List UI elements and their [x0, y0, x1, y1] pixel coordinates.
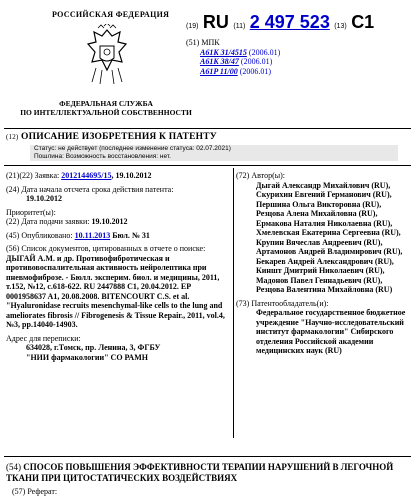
document-title-text: ОПИСАНИЕ ИЗОБРЕТЕНИЯ К ПАТЕНТУ [21, 132, 217, 142]
author-name: Першина Ольга Викторовна (RU), [256, 199, 382, 209]
divider [4, 165, 411, 166]
code-24: (24) [6, 184, 20, 194]
code-11: (11) [233, 23, 246, 30]
invention-title [6, 462, 410, 484]
status-line: Статус: не действует (последнее изменение статуса: 02.07.2021) [34, 145, 231, 152]
application-number-link[interactable]: 2012144695/15 [61, 171, 112, 180]
ipc-item [186, 48, 280, 58]
author-name: Бекарев Андрей Александрович (RU), [256, 256, 394, 266]
author-name: Ермакова Наталия Николаевна (RU), [256, 218, 393, 228]
code-21-22: (21)(22) [6, 171, 33, 180]
left-column [6, 171, 232, 362]
correspondence-label: Адрес для переписки: [6, 333, 81, 343]
author-name: Киншт Дмитрий Николаевич (RU), [256, 266, 385, 275]
filing-date: 19.10.2012 [91, 217, 128, 226]
author-name: Резцова Алена Михайловна (RU), [256, 209, 378, 218]
citations-intro: Список документов, цитированных в отчете о поиске: [21, 244, 206, 253]
country-name: РОССИЙСКАЯ ФЕДЕРАЦИЯ [52, 10, 170, 19]
term-start-label: Дата начала отсчета срока действия патента: [21, 184, 174, 194]
patentee-row [236, 299, 412, 356]
document-title [6, 132, 217, 142]
correspondence-organization: "НИИ фармакологии" СО РАМН [26, 352, 148, 362]
country-code: RU [202, 12, 229, 32]
ipc-label: (51) МПК [186, 38, 220, 47]
code-72: (72) [236, 171, 250, 180]
column-divider [233, 168, 234, 438]
divider [4, 456, 411, 457]
application-label: Заявка: [34, 171, 60, 180]
bulletin-number: Бюл. № 31 [112, 230, 150, 240]
correspondence-row [6, 334, 232, 363]
code-12: (12) [6, 133, 19, 141]
divider [4, 128, 411, 129]
author-name: Скурихин Евгений Германович (RU), [256, 190, 392, 199]
priority-label: Приоритет(ы): [6, 207, 56, 217]
term-start-row [6, 185, 232, 204]
invention-title-text: СПОСОБ ПОВЫШЕНИЯ ЭФФЕКТИВНОСТИ ТЕРАПИИ НАРУШЕНИЙ В ЛЕГОЧНОЙ ТКАНИ ПРИ ЦИТОСТАТИЧЕСКИХ ВОЗДЕЙСТВИЯХ [6, 462, 394, 483]
agency-line-1: ФЕДЕРАЛЬНАЯ СЛУЖБА [59, 99, 153, 108]
ipc-version: (2006.01) [240, 57, 273, 66]
patent-number-link[interactable]: 2 497 523 [249, 12, 330, 32]
code-19: (19) [186, 23, 199, 30]
ipc-version: (2006.01) [239, 66, 272, 76]
right-column [236, 171, 412, 356]
fee-line: Пошлина: Возможность восстановления: нет. [34, 153, 171, 160]
ipc-block [186, 38, 280, 76]
ipc-item [186, 67, 280, 77]
application-row [6, 171, 232, 181]
citations-row [6, 244, 232, 330]
published-row [6, 231, 232, 241]
ipc-item [186, 57, 280, 67]
author-name: Артамонов Андрей Владимирович (RU), [256, 247, 403, 256]
author-name: Дыгай Александр Михайлович (RU), [256, 180, 391, 190]
authors-label: Автор(ы): [251, 171, 285, 180]
kind-code: C1 [351, 12, 375, 32]
code-56: (56) [6, 244, 20, 253]
status-box [30, 145, 398, 161]
patentee-text: Федеральное государственное бюджетное учреждение "Научно-исследовательский институт фармакологии" Сибирского отделения Российской академии медицинских наук (RU) [256, 308, 406, 355]
application-date: , 19.10.2012 [111, 171, 152, 180]
agency-name [4, 99, 208, 117]
abstract-label: Реферат: [27, 487, 58, 496]
ipc-code-link[interactable]: A61P 11/00 [200, 66, 238, 76]
code-13: (13) [334, 23, 347, 30]
agency-line-2: ПО ИНТЕЛЛЕКТУАЛЬНОЙ СОБСТВЕННОСТИ [20, 108, 192, 117]
published-date-link[interactable]: 10.11.2013 [74, 230, 111, 240]
ipc-code-link[interactable]: A61K 38/47 [200, 57, 239, 66]
correspondence-address: 634028, г.Томск, пр. Ленина, 3, ФГБУ [26, 343, 161, 352]
ipc-code-link[interactable]: A61K 31/4515 [200, 47, 247, 57]
authors-row [236, 171, 412, 295]
term-start-value: 19.10.2012 [26, 194, 62, 203]
code-54: (54) [6, 462, 21, 472]
code-45: (45) [6, 230, 20, 240]
ipc-version: (2006.01) [248, 47, 281, 57]
published-label: Опубликовано: [21, 230, 73, 240]
filing-row [6, 217, 232, 227]
code-73: (73) [236, 298, 250, 308]
citations-text: ДЫГАЙ А.М. и др. Противофибротическая и противовоспалительная активность нейролептика при пневмофиброзе. - Бюлл. эксперим. биол. и медицины, 2011, т.152, №12, с.618-622. RU 2447888 C1, 20.04.2012. EP 0001958637 A1, 20.08.2008. BITENCOURT C.S. et al. "Hyaluronidase recruits mesenchymal-like cells to the lung and ameliorates fibrosis // Fibrogenesis & Tissue Repair., 2011, vol.4, №3, pp.14040-14903. [6, 253, 225, 329]
filing-label: Дата подачи заявки: [21, 217, 90, 226]
author-name: Резцова Валентина Михайловна (RU) [256, 285, 393, 294]
code-57: (57) [12, 487, 26, 496]
author-name: Крупин Вячеслав Андреевич (RU), [256, 237, 383, 247]
patentee-label: Патентообладатель(и): [251, 298, 329, 308]
author-name: Мадонов Павел Геннадьевич (RU), [256, 275, 383, 285]
patent-id-line [186, 12, 374, 33]
author-name: Хмелевская Екатерина Сергеевна (RU), [256, 228, 401, 237]
coat-of-arms-emblem [84, 24, 130, 86]
code-22: (22) [6, 217, 20, 226]
